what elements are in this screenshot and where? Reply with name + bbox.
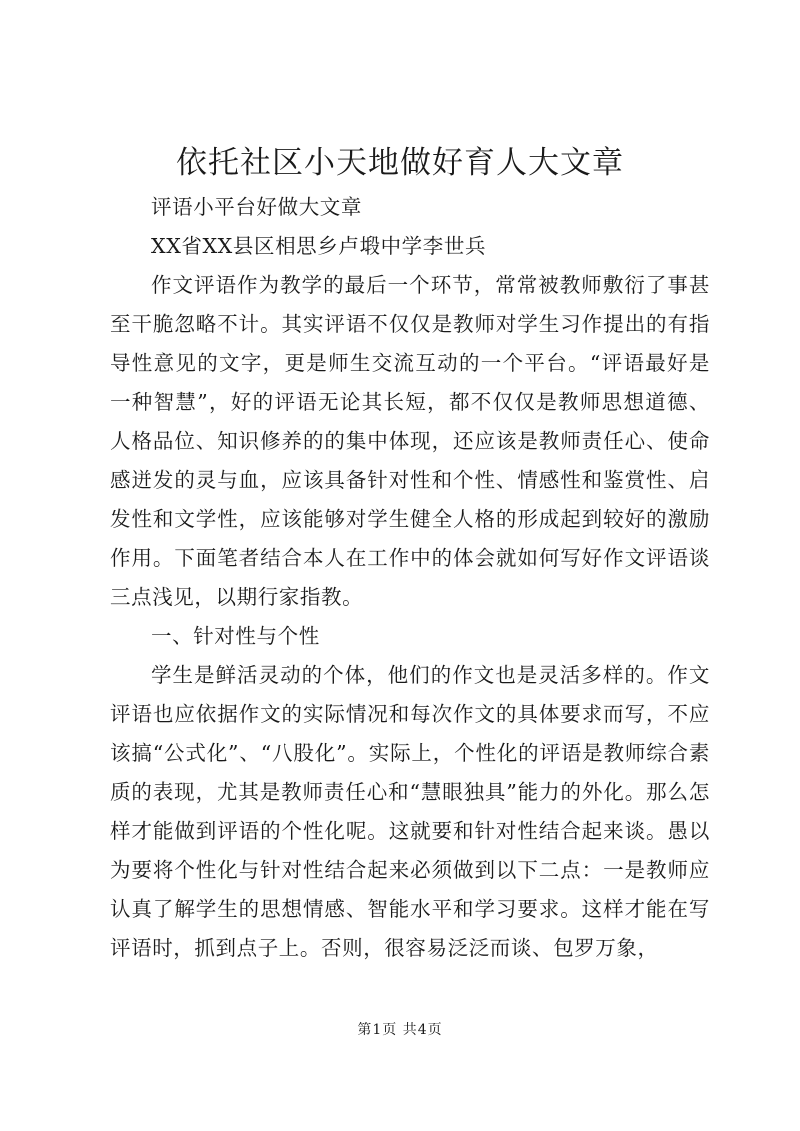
intro-paragraph: 作文评语作为教学的最后一个环节，常常被教师敷衍了事甚至干脆忽略不计。其实评语不仅仅是教师对学生习作提出的有指导性意见的文字，更是师生交流互动的一个平台。“评语最好是一种智慧”，好的评语无论其长短，都不仅仅是教师思想道德、人格品位、知识修养的的集中体现，还应该是教师责任心、使命感迸发的灵与血，应该具备针对性和个性、情感性和鉴赏性、启发性和文学性，应该能够对学生健全人格的形成起到较好的激励作用。下面笔者结合本人在工作中的体会就如何写好作文评语谈三点浅见，以期行家指教。: [110, 273, 710, 609]
page-number-footer: 第1页 共4页: [357, 1022, 443, 1038]
document-body: [110, 188, 710, 968]
section-paragraph: 学生是鲜活灵动的个体，他们的作文也是灵活多样的。作文评语也应依据作文的实际情况和每次作文的具体要求而写，不应该搞“公式化”、“八股化”。实际上，个性化的评语是教师综合素质的表现，尤其是教师责任心和“慧眼独具”能力的外化。那么怎样才能做到评语的个性化呢。这就要和针对性结合起来谈。愚以为要将个性化与针对性结合起来必须做到以下二点：一是教师应认真了解学生的思想情感、智能水平和学习要求。这样才能在写评语时，抓到点子上。否则，很容易泛泛而谈、包罗万象，: [110, 663, 710, 960]
section-heading: 一、针对性与个性: [151, 624, 320, 648]
author-line: XX省XX县区相思乡卢塅中学李世兵: [151, 234, 487, 258]
subtitle-paragraph: 评语小平台好做大文章: [151, 195, 362, 219]
document-title: 依托社区小天地做好育人大文章: [176, 145, 624, 181]
